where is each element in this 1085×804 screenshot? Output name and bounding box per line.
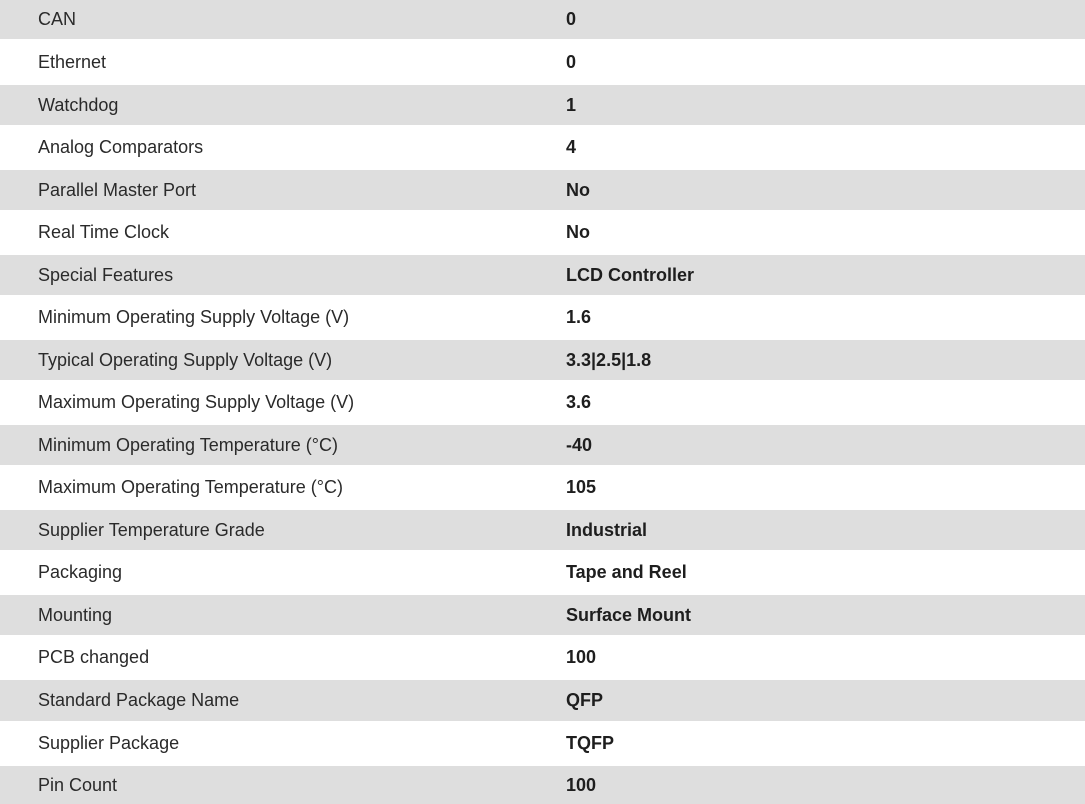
spec-label: Pin Count <box>38 774 118 795</box>
spec-label: Parallel Master Port <box>38 179 197 200</box>
spec-value: 3.3|2.5|1.8 <box>566 349 652 370</box>
spec-value: 100 <box>566 647 597 667</box>
spec-label: Packaging <box>38 562 123 582</box>
spec-row-packaging <box>0 550 1085 595</box>
spec-value: No <box>566 179 590 200</box>
spec-row-mounting <box>0 595 1085 635</box>
spec-row-ethernet <box>0 39 1085 85</box>
spec-label: Standard Package Name <box>38 690 240 710</box>
spec-label: Maximum Operating Temperature (°C) <box>38 477 343 497</box>
spec-row-special-features <box>0 255 1085 295</box>
spec-value: 1.6 <box>566 307 592 327</box>
spec-label: Minimum Operating Temperature (°C) <box>38 434 338 455</box>
spec-value: Industrial <box>566 519 648 540</box>
spec-value: 4 <box>566 137 577 157</box>
spec-row-max-supply-voltage <box>0 380 1085 425</box>
spec-value: -40 <box>566 434 593 455</box>
spec-row-min-temperature <box>0 425 1085 465</box>
spec-value: Tape and Reel <box>566 562 687 582</box>
spec-row-supplier-package <box>0 721 1085 766</box>
spec-label: Real Time Clock <box>38 222 170 242</box>
spec-value: LCD Controller <box>566 264 694 285</box>
spec-row-pcb-changed <box>0 635 1085 680</box>
spec-row-standard-package-name <box>0 680 1085 721</box>
spec-label: Ethernet <box>38 51 107 72</box>
spec-label: Mounting <box>38 604 113 625</box>
spec-label: Typical Operating Supply Voltage (V) <box>38 349 333 370</box>
spec-row-max-temperature <box>0 465 1085 510</box>
spec-row-real-time-clock <box>0 210 1085 255</box>
spec-value: 3.6 <box>566 392 592 412</box>
spec-value: 100 <box>566 774 597 795</box>
spec-value: 0 <box>566 51 577 72</box>
spec-label: CAN <box>38 9 77 29</box>
spec-value: 1 <box>566 94 577 115</box>
spec-label: Supplier Temperature Grade <box>38 519 265 540</box>
spec-value: 105 <box>566 477 597 497</box>
spec-label: Analog Comparators <box>38 137 204 157</box>
spec-value: No <box>566 222 590 242</box>
spec-row-parallel-master-port <box>0 170 1085 210</box>
spec-label: Watchdog <box>38 94 119 115</box>
spec-row-typical-supply-voltage <box>0 340 1085 380</box>
spec-value: QFP <box>566 690 604 710</box>
spec-label: PCB changed <box>38 647 150 667</box>
spec-row-temperature-grade <box>0 510 1085 550</box>
spec-label: Special Features <box>38 264 174 285</box>
spec-value: 0 <box>566 9 577 29</box>
spec-row-pin-count <box>0 766 1085 804</box>
spec-row-watchdog <box>0 85 1085 125</box>
spec-label: Minimum Operating Supply Voltage (V) <box>38 307 350 327</box>
spec-label: Supplier Package <box>38 733 180 753</box>
spec-label: Maximum Operating Supply Voltage (V) <box>38 392 355 412</box>
spec-row-analog-comparators <box>0 125 1085 170</box>
spec-value: TQFP <box>566 733 614 753</box>
spec-row-can <box>0 0 1085 39</box>
spec-value: Surface Mount <box>566 604 692 625</box>
spec-row-min-supply-voltage <box>0 295 1085 340</box>
